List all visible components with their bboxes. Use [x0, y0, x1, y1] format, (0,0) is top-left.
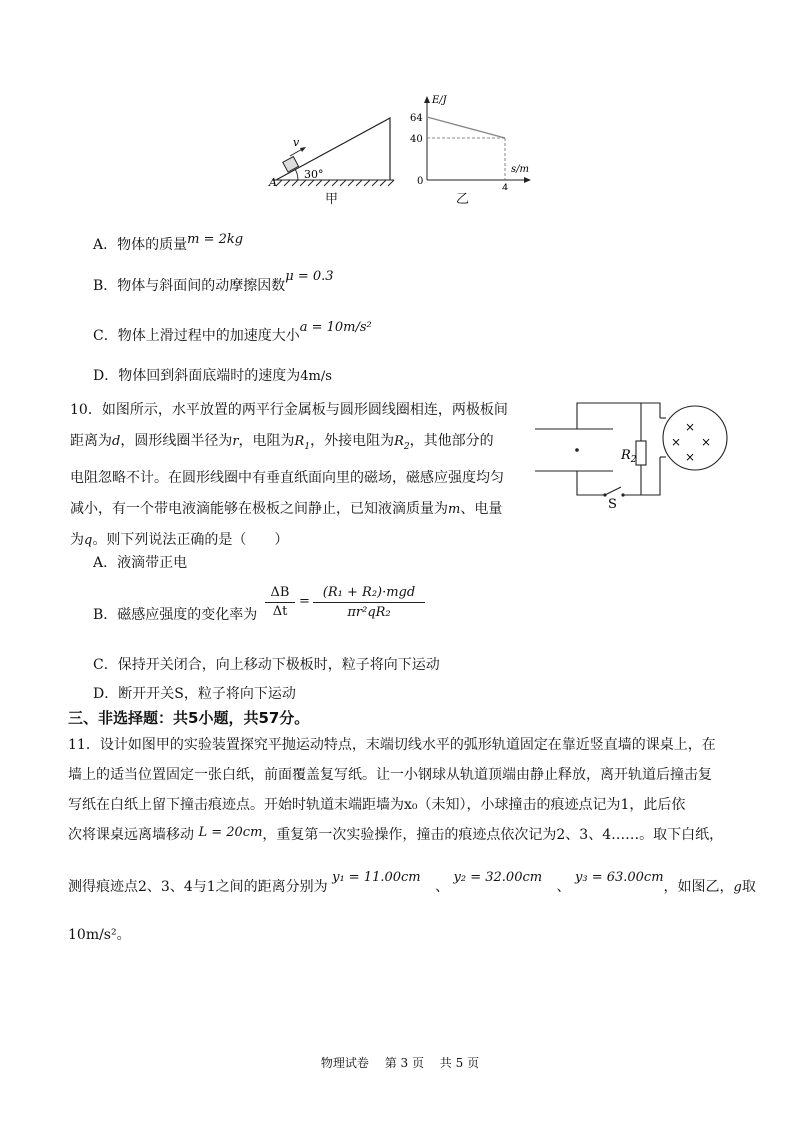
magnetic-field-cross: ×	[701, 435, 712, 449]
energy-line	[427, 117, 505, 138]
y-axis-label: E/J	[432, 95, 447, 106]
figure-yi-caption: 乙	[456, 192, 470, 207]
angle-label: 30°	[304, 168, 324, 181]
origin-label: 0	[417, 176, 424, 187]
q10-option-b-fraction-rhs: (R₁ + R₂)·mgd πr²qR₂	[313, 584, 425, 623]
magnetic-field-cross: ×	[685, 450, 696, 464]
q10-option-d: D．断开开关S，粒子将向下运动	[93, 686, 296, 702]
v-label: v	[293, 136, 300, 149]
y-tick-40: 40	[410, 134, 423, 145]
resistor-r2	[636, 441, 646, 465]
figure-jia-caption: 甲	[325, 192, 339, 207]
q11-y2: y₂ = 32.00cm	[453, 870, 543, 885]
capacitor-plates	[535, 429, 613, 471]
q11-y1: y₁ = 11.00cm	[332, 870, 421, 885]
q9-option-b-math: μ = 0.3	[285, 269, 334, 284]
q9-option-c: C．物体上滑过程中的加速度大小a = 10m/s²	[93, 320, 372, 344]
q11-line-5: 测得痕迹点2、3、4与1之间的距离分别为 y₁ = 11.00cm 、 y₂ = 32.00cm 、 y₃ = 63.00cm，如图乙，g取	[68, 870, 756, 895]
q9-option-b: B．物体与斜面间的动摩擦因数μ = 0.3	[93, 269, 334, 294]
q9-option-c-math: a = 10m/s²	[299, 320, 372, 335]
q11-body: 11．设计如图甲的实验装置探究平抛运动特点，末端切线水平的弧形轨道固定在靠近竖直墙的课桌上，在 墙上的适当位置固定一张白纸，前面覆盖复写纸。让一小钢球从轨道顶端由静止释放，离开轨道后撞击复 写纸在白纸上留下撞击痕迹点。开始时轨道末端距墙为x₀（未知），小球撞击的痕迹点记为1，此后依 次将课桌远离墙移动 L = 20cm，重复第一次实验操作，撞击的痕迹点依次记为2、3、4……。取下白纸，	[68, 737, 724, 843]
incline-outline	[276, 118, 390, 180]
q11-L-value: L = 20cm	[198, 825, 263, 840]
x-axis-label: s/m	[511, 164, 529, 175]
x-tick-4: 4	[502, 183, 509, 190]
section-3-heading: 三、非选择题：共5小题，共57分。	[68, 709, 310, 727]
q11-line-6: 10m/s²。	[68, 927, 131, 943]
q10-option-c: C．保持开关闭合，向上移动下极板时，粒子将向下运动	[93, 657, 440, 673]
point-a-label: A	[269, 176, 277, 189]
q9-option-d: D．物体回到斜面底端时的速度为4m/s	[93, 368, 332, 384]
q9-option-a-math: m = 2kg	[187, 232, 244, 247]
q10-option-a: A．液滴带正电	[93, 555, 188, 571]
y-tick-64: 64	[410, 113, 423, 124]
page-footer: 物理试卷 第 3 页 共 5 页	[320, 1056, 480, 1070]
ground-hatch	[272, 180, 394, 186]
figure-yi-graph	[405, 90, 535, 190]
angle-arc	[295, 169, 298, 180]
q9-option-d-math: 4m/s	[300, 369, 332, 384]
q10-option-b-fraction-lhs: ΔB Δt	[265, 584, 295, 621]
q9-option-a: A．物体的质量m = 2kg	[93, 232, 244, 253]
switch-s[interactable]	[603, 487, 624, 497]
r2-label: $R_2$	[621, 448, 637, 465]
switch-label: S	[608, 497, 617, 510]
q10-stem: 10．如图所示，水平放置的两平行金属板与圆形圆线圈相连，两极板间 距离为d，圆形线圈半径为r，电阻为$R_1$，外接电阻为$R_2$，其他部分的 电阻忽略不计。在圆形线圈中有垂直纸面向里的磁场，磁感应强度均匀 减小，有一个带电液滴能够在极板之间静止，已知液滴质量为m、电量 为q。则下列说法正确的是（ ）	[70, 402, 508, 548]
magnetic-field-cross: ×	[685, 420, 696, 434]
magnetic-field-cross: ×	[671, 435, 682, 449]
x-axis	[427, 177, 531, 183]
q10-circuit-figure	[535, 395, 735, 510]
charged-droplet	[575, 448, 579, 452]
q11-y3: y₃ = 63.00cm	[575, 870, 664, 885]
